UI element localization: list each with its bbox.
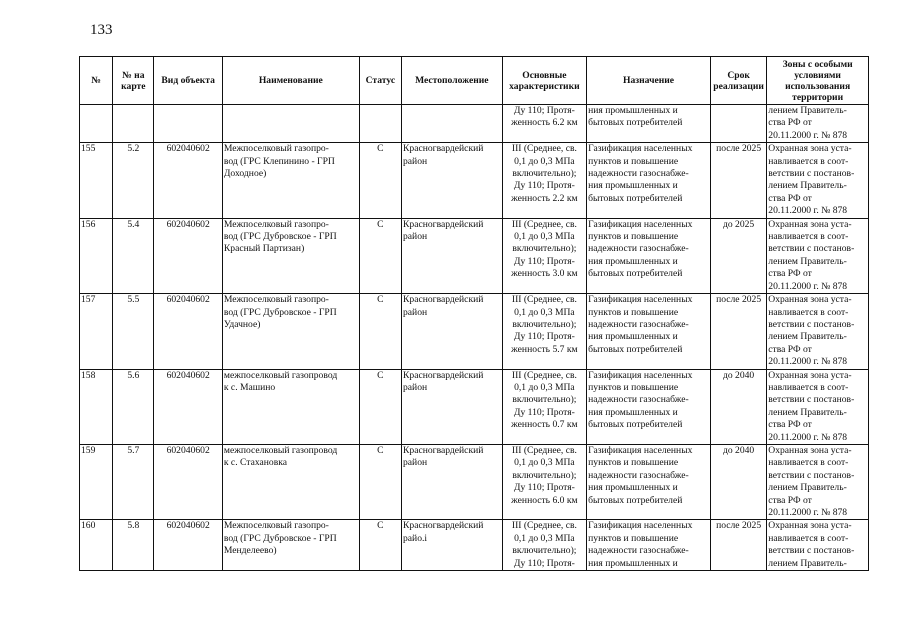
header-zones: Зоны с особыми условиями использования территории: [767, 57, 869, 105]
cell-map-no: 5.5: [113, 294, 154, 369]
header-name: Наименование: [222, 57, 359, 105]
table-row: [80, 105, 869, 143]
cell-purpose: ния промышленных и бытовых потребителей: [587, 105, 711, 143]
table-row: [80, 444, 869, 519]
page-number: 133: [90, 22, 113, 38]
cell-purpose: Газификация населенных пунктов и повышение надежности газоснабже- ния промышленных и бытовых потребителей: [587, 143, 711, 218]
cell-term: после 2025: [710, 294, 766, 369]
cell-status: С: [359, 369, 401, 444]
table-header-row: [80, 57, 869, 105]
gas-pipeline-table: [79, 56, 869, 571]
cell-purpose: Газификация населенных пунктов и повышение надежности газоснабже- ния промышленных и бытовых потребителей: [587, 369, 711, 444]
cell-purpose: Газификация населенных пунктов и повышение надежности газоснабже- ния промышленных и бытовых потребителей: [587, 444, 711, 519]
header-purpose: Назначение: [587, 57, 711, 105]
cell-no: 156: [80, 218, 113, 293]
cell-zones: Охранная зона уста- навливается в соот- ветствии с постанов- лением Правитель- ства РФ от 20.11.2000 г. № 878: [767, 444, 869, 519]
cell-object-type: 602040602: [154, 369, 222, 444]
cell-name: Межпоселковый газопро- вод (ГРС Дубровское - ГРП Красный Партизан): [222, 218, 359, 293]
cell-map-no: 5.8: [113, 520, 154, 571]
table-row: [80, 294, 869, 369]
cell-location: Красногвардейский район: [402, 444, 503, 519]
table-row: [80, 218, 869, 293]
cell-location: Красногвардейский райо.і: [402, 520, 503, 571]
cell-zones: Охранная зона уста- навливается в соот- ветствии с постанов- лением Правитель- ства РФ от 20.11.2000 г. № 878: [767, 369, 869, 444]
cell-location: Красногвардейский район: [402, 294, 503, 369]
cell-characteristics: III (Среднее, св. 0,1 до 0,3 МПа включительно); Ду 110; Протя- женность 5.7 км: [502, 294, 587, 369]
cell-status: С: [359, 444, 401, 519]
cell-zones: Охранная зона уста- навливается в соот- ветствии с постанов- лением Правитель- ства РФ от 20.11.2000 г. № 878: [767, 143, 869, 218]
table-row: [80, 369, 869, 444]
cell-no: 158: [80, 369, 113, 444]
cell-object-type: 602040602: [154, 294, 222, 369]
cell-characteristics: Ду 110; Протя- женность 6.2 км: [502, 105, 587, 143]
cell-purpose: Газификация населенных пунктов и повышение надежности газоснабже- ния промышленных и: [587, 520, 711, 571]
cell-term: после 2025: [710, 143, 766, 218]
cell-status: С: [359, 143, 401, 218]
cell-no: 160: [80, 520, 113, 571]
cell-characteristics: III (Среднее, св. 0,1 до 0,3 МПа включительно); Ду 110; Протя- женность 0.7 км: [502, 369, 587, 444]
cell-term: до 2025: [710, 218, 766, 293]
cell-name: [222, 105, 359, 143]
cell-location: Красногвардейский район: [402, 369, 503, 444]
cell-name: межпоселковый газопровод к с. Машино: [222, 369, 359, 444]
cell-object-type: 602040602: [154, 444, 222, 519]
cell-name: межпоселковый газопровод к с. Стахановка: [222, 444, 359, 519]
header-object-type: Вид объекта: [154, 57, 222, 105]
cell-object-type: [154, 105, 222, 143]
cell-no: 155: [80, 143, 113, 218]
cell-characteristics: III (Среднее, св. 0,1 до 0,3 МПа включительно); Ду 110; Протя- женность 6.0 км: [502, 444, 587, 519]
cell-location: [402, 105, 503, 143]
cell-location: Красногвардейский район: [402, 143, 503, 218]
table-row: [80, 143, 869, 218]
cell-characteristics: III (Среднее, св. 0,1 до 0,3 МПа включительно); Ду 110; Протя- женность 2.2 км: [502, 143, 587, 218]
cell-object-type: 602040602: [154, 218, 222, 293]
cell-term: до 2040: [710, 369, 766, 444]
cell-map-no: 5.2: [113, 143, 154, 218]
cell-status: С: [359, 520, 401, 571]
header-map-no: № на карте: [113, 57, 154, 105]
header-term: Срок реализации: [710, 57, 766, 105]
cell-characteristics: III (Среднее, св. 0,1 до 0,3 МПа включительно); Ду 110; Протя-: [502, 520, 587, 571]
cell-purpose: Газификация населенных пунктов и повышение надежности газоснабже- ния промышленных и бытовых потребителей: [587, 294, 711, 369]
cell-status: [359, 105, 401, 143]
cell-map-no: [113, 105, 154, 143]
cell-object-type: 602040602: [154, 143, 222, 218]
cell-map-no: 5.7: [113, 444, 154, 519]
cell-zones: Охранная зона уста- навливается в соот- ветствии с постанов- лением Правитель- ства РФ от 20.11.2000 г. № 878: [767, 218, 869, 293]
cell-zones: Охранная зона уста- навливается в соот- ветствии с постанов- лением Правитель-: [767, 520, 869, 571]
cell-object-type: 602040602: [154, 520, 222, 571]
table-row: [80, 520, 869, 571]
cell-map-no: 5.6: [113, 369, 154, 444]
cell-purpose: Газификация населенных пунктов и повышение надежности газоснабже- ния промышленных и бытовых потребителей: [587, 218, 711, 293]
cell-no: 157: [80, 294, 113, 369]
cell-zones: лением Правитель- ства РФ от 20.11.2000 г. № 878: [767, 105, 869, 143]
cell-no: [80, 105, 113, 143]
cell-status: С: [359, 294, 401, 369]
header-status: Статус: [359, 57, 401, 105]
cell-term: до 2040: [710, 444, 766, 519]
cell-name: Межпоселковый газопро- вод (ГРС Клепинино - ГРП Доходное): [222, 143, 359, 218]
cell-map-no: 5.4: [113, 218, 154, 293]
cell-status: С: [359, 218, 401, 293]
cell-term: после 2025: [710, 520, 766, 571]
cell-zones: Охранная зона уста- навливается в соот- ветствии с постанов- лением Правитель- ства РФ от 20.11.2000 г. № 878: [767, 294, 869, 369]
cell-location: Красногвардейский район: [402, 218, 503, 293]
header-no: №: [80, 57, 113, 105]
cell-name: Межпоселковый газопро- вод (ГРС Дубровское - ГРП Менделеево): [222, 520, 359, 571]
cell-name: Межпоселковый газопро- вод (ГРС Дубровское - ГРП Удачное): [222, 294, 359, 369]
header-characteristics: Основные характеристики: [502, 57, 587, 105]
cell-characteristics: III (Среднее, св. 0,1 до 0,3 МПа включительно); Ду 110; Протя- женность 3.0 км: [502, 218, 587, 293]
header-location: Местоположение: [402, 57, 503, 105]
cell-no: 159: [80, 444, 113, 519]
cell-term: [710, 105, 766, 143]
